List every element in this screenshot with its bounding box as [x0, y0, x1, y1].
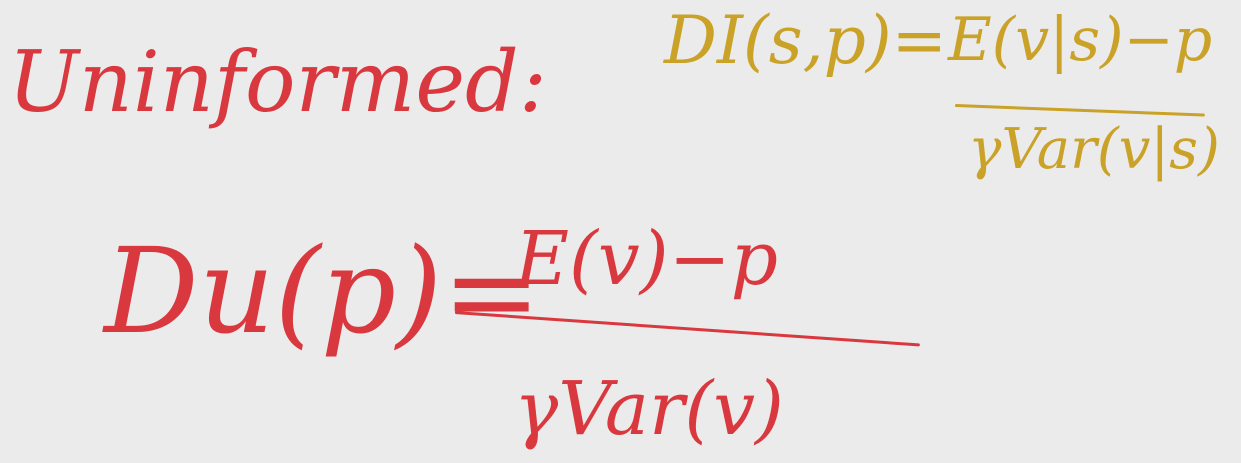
informed-demand-lhs: DI(s,p)=: [664, 2, 947, 79]
uninformed-demand-numerator: E(v)−p: [515, 216, 778, 302]
informed-demand-numerator: E(v|s)−p: [948, 5, 1213, 75]
informed-fraction-bar: [955, 104, 1205, 117]
uninformed-demand-lhs: Du(p)=: [104, 222, 542, 360]
uninformed-demand-denominator: γVar(v): [514, 366, 784, 452]
informed-demand-denominator: γVar(v|s): [968, 117, 1220, 182]
uninformed-heading: Uninformed:: [8, 33, 548, 131]
